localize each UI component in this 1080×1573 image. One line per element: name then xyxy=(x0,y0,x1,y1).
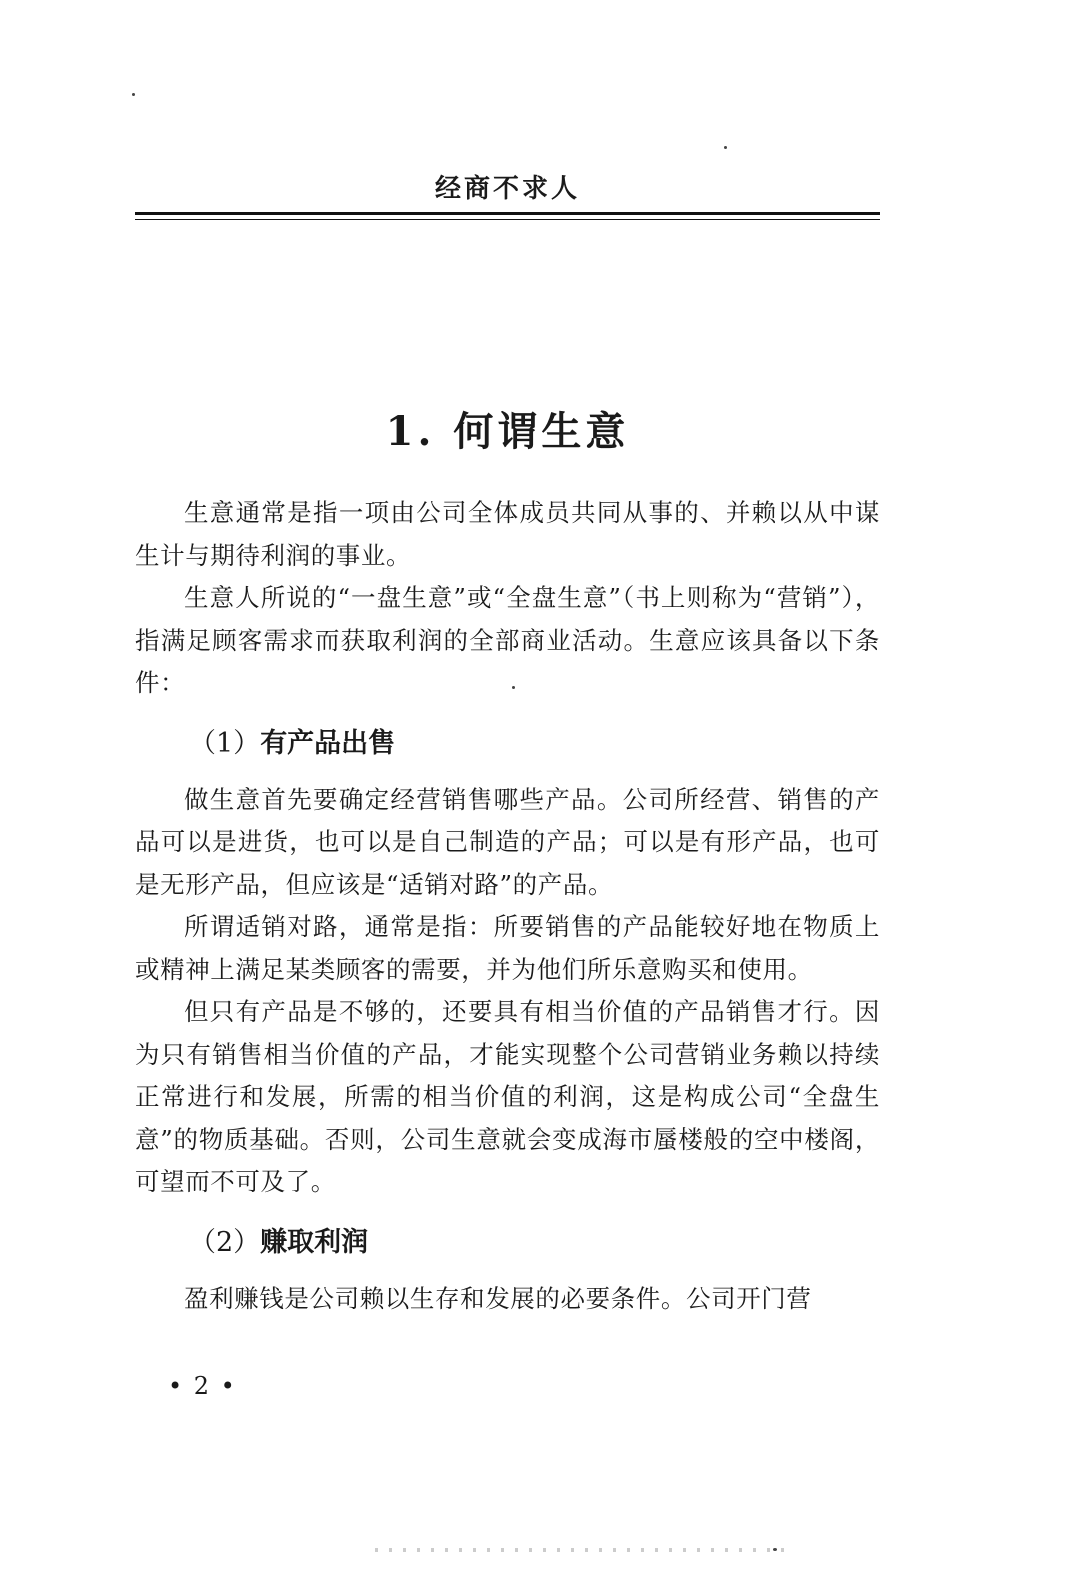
page-number: • 2 • xyxy=(168,1372,237,1400)
paragraph: 所谓适销对路，通常是指：所要销售的产品能较好地在物质上或精神上满足某类顾客的需要，并为他们所乐意购买和使用。 xyxy=(135,912,880,984)
section-number: （1） xyxy=(189,727,261,759)
paragraph: 做生意首先要确定经营销售哪些产品。公司所经营、销售的产品可以是进货，也可以是自己制造的产品；可以是有形产品，也可是无形产品，但应该是“适销对路”的产品。 xyxy=(135,784,880,899)
section-title: 有产品出售 xyxy=(260,727,396,759)
chapter-title: 1. 何谓生意 xyxy=(385,408,630,455)
scan-speck xyxy=(132,93,135,96)
section-heading-2 xyxy=(135,1222,880,1264)
running-header: 经商不求人 xyxy=(434,174,580,204)
scan-speck xyxy=(512,686,515,689)
header-rule-thin xyxy=(135,219,880,220)
section-number: （2） xyxy=(189,1226,261,1258)
page-body xyxy=(135,492,880,1320)
paragraph: 但只有产品是不够的，还要具有相当价值的产品销售才行。因为只有销售相当价值的产品，才能实现整个公司营销业务赖以持续正常进行和发展，所需的相当价值的利润，这是构成公司“全盘生意”的物质基础。否则，公司生意就会变成海市蜃楼般的空中楼阁，可望而不可及了。 xyxy=(135,997,880,1196)
section-title: 赚取利润 xyxy=(260,1226,369,1258)
header-rule-thick xyxy=(135,212,880,215)
scan-speck xyxy=(724,146,727,149)
scan-noise xyxy=(375,1548,785,1552)
paragraph-intro-1: 生意通常是指一项由公司全体成员共同从事的、并赖以从中谋生计与期待利润的事业。 xyxy=(135,498,880,570)
paragraph: 盈利赚钱是公司赖以生存和发展的必要条件。公司开门营 xyxy=(184,1283,812,1313)
section-heading-1 xyxy=(135,723,880,765)
paragraph-intro-2: 生意人所说的“一盘生意”或“全盘生意”（书上则称为“营销”），指满足顾客需求而获取利润的全部商业活动。生意应该具备以下条件： xyxy=(135,583,880,697)
